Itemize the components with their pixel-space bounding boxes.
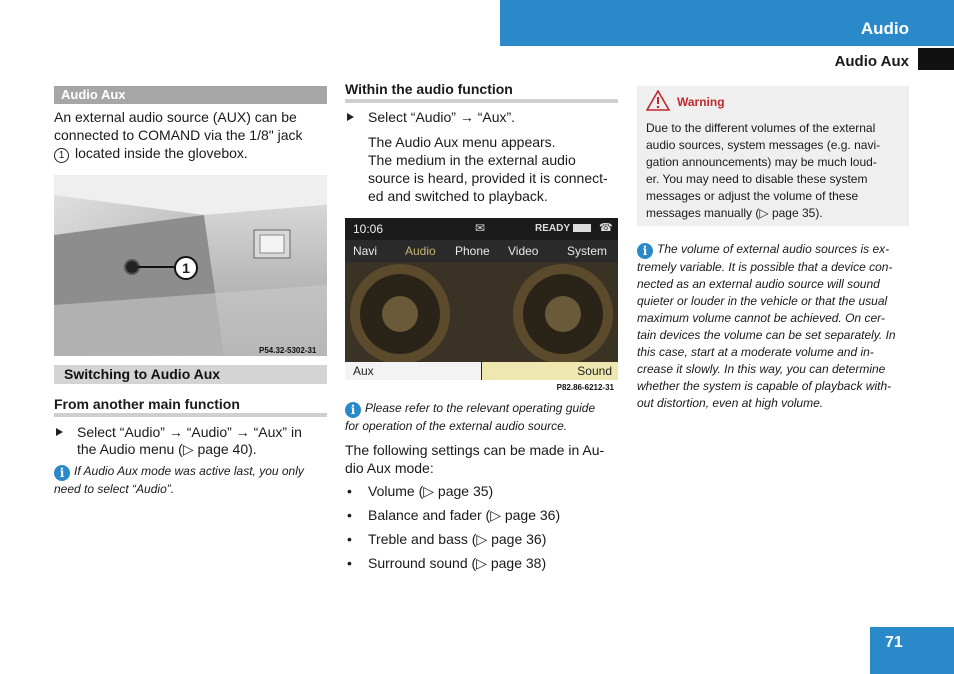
step-arrow-icon (56, 428, 63, 436)
warning-line-2: audio sources, system messages (e.g. navi- (646, 138, 881, 152)
note-middle-line-2: for operation of the external audio source. (345, 419, 568, 433)
chapter-title: Audio (860, 19, 909, 38)
screen-status: READY (535, 223, 571, 234)
note-right-line-6: tain devices the volume can be set separately. In (637, 328, 896, 342)
result-text (368, 133, 628, 205)
note-right-line-5: maximum volume cannot be achieved. On cer- (637, 311, 885, 325)
bullet-dot: • (347, 555, 352, 571)
note-middle-line-1: Please refer to the relevant operating guide (365, 401, 596, 415)
step-line-2: the Audio menu (▷ page 40). (77, 441, 257, 457)
settings-intro-line-1: The following settings can be made in Au- (345, 442, 605, 458)
warning-text (646, 120, 908, 222)
warning-title: Warning (677, 95, 725, 109)
note-right-line-7: this case, start at a moderate volume and in- (637, 345, 874, 359)
info-icon: i (345, 402, 361, 418)
info-icon: i (54, 465, 70, 481)
subheading-within-audio: Within the audio function (345, 81, 513, 97)
settings-intro-line-2: dio Aux mode: (345, 460, 434, 476)
phone-icon: ☎ (599, 222, 613, 234)
result-line-2: The medium in the external audio (368, 152, 576, 168)
note-right-line-3: nected as an external audio source will sound (637, 277, 880, 291)
screen-caption-strip (345, 380, 618, 394)
divider (345, 99, 618, 103)
signal-icon (573, 224, 591, 232)
bullet-dot: • (347, 483, 352, 499)
section-heading-audio-aux: Audio Aux (54, 86, 327, 104)
tab-navi: Navi (353, 244, 378, 258)
header-marker (918, 48, 954, 70)
setting-volume: Volume (▷ page 35) (368, 483, 494, 499)
bullet-dot: • (347, 531, 352, 547)
note-left-line-2: need to select “Audio”. (54, 482, 175, 496)
section-heading-switching: Switching to Audio Aux (54, 365, 327, 384)
warning-line-3: gation announcements) may be much loud- (646, 155, 877, 169)
note-right-line-9: whether the system is capable of playback with- (637, 379, 892, 393)
note-middle (345, 400, 625, 435)
bullet-dot: • (347, 507, 352, 523)
note-left-line-1: If Audio Aux mode was active last, you only (74, 464, 304, 478)
result-line-4: ed and switched to playback. (368, 188, 548, 204)
intro-line-1: An external audio source (AUX) can be (54, 109, 297, 125)
subheading-from-main: From another main function (54, 396, 240, 412)
screen-tab-bar (345, 240, 618, 262)
screen-sound-button (482, 362, 618, 380)
warning-line-6: messages manually (▷ page 35). (646, 206, 823, 220)
glovebox-photo (54, 175, 327, 356)
tab-phone: Phone (455, 244, 490, 258)
setting-treble: Treble and bass (▷ page 36) (368, 531, 547, 547)
note-right-line-10: out distortion, even at high volume. (637, 396, 824, 410)
tab-video: Video (508, 244, 539, 258)
screen-aux-button (345, 362, 481, 380)
warning-box (637, 86, 909, 226)
tab-system: System (567, 244, 608, 258)
info-icon: i (637, 243, 653, 259)
setting-surround: Surround sound (▷ page 38) (368, 555, 547, 571)
settings-intro (345, 441, 625, 477)
photo-callout: 1 (174, 256, 198, 280)
warning-line-5: messages or adjust the volume of these (646, 189, 859, 203)
note-right-line-4: quieter or louder in the vehicle or that the usual (637, 294, 888, 308)
warning-icon (646, 90, 670, 111)
intro-text (54, 108, 329, 163)
aux-menu-screenshot (345, 218, 618, 394)
warning-line-4: er. You may need to disable these system (646, 172, 868, 186)
note-right-line-8: crease it slowly. In this way, you can determine (637, 362, 886, 376)
step-line-1: Select “Audio” → “Audio” → “Aux” in (77, 424, 302, 440)
warning-line-1: Due to the different volumes of the external (646, 121, 876, 135)
screen-caption: P82.86-6212-31 (556, 383, 614, 392)
result-line-1: The Audio Aux menu appears. (368, 134, 556, 150)
result-line-3: source is heard, provided it is connect- (368, 170, 608, 186)
page-number-tab (870, 627, 954, 674)
step-arrow-icon (347, 113, 354, 121)
step-select-aux (77, 424, 332, 458)
divider (54, 413, 327, 417)
screen-aux-label: Aux (353, 364, 374, 378)
note-left (54, 463, 334, 498)
screen-sound-label: Sound (577, 364, 612, 378)
screen-status-bar (345, 218, 618, 240)
section-title: Audio Aux (834, 53, 909, 70)
screen-time: 10:06 (353, 222, 384, 236)
note-right (637, 241, 922, 412)
setting-balance: Balance and fader (▷ page 36) (368, 507, 561, 523)
intro-line-3 (54, 144, 329, 163)
tab-audio: Audio (405, 244, 436, 258)
intro-line-3-text: located inside the glovebox. (75, 145, 248, 161)
mail-icon: ✉ (475, 221, 486, 235)
intro-line-2: connected to COMAND via the 1/8" jack (54, 127, 303, 143)
page-number: 71 (885, 634, 903, 651)
note-right-line-2: tremely variable. It is possible that a device con- (637, 260, 893, 274)
photo-caption: P54.32-5302-31 (259, 346, 317, 355)
step-select-audio-aux: Select “Audio” → “Aux”. (368, 109, 516, 125)
note-right-line-1: The volume of external audio sources is ex- (657, 242, 890, 256)
speaker-graphic (345, 262, 618, 362)
callout-circle: 1 (54, 148, 69, 163)
